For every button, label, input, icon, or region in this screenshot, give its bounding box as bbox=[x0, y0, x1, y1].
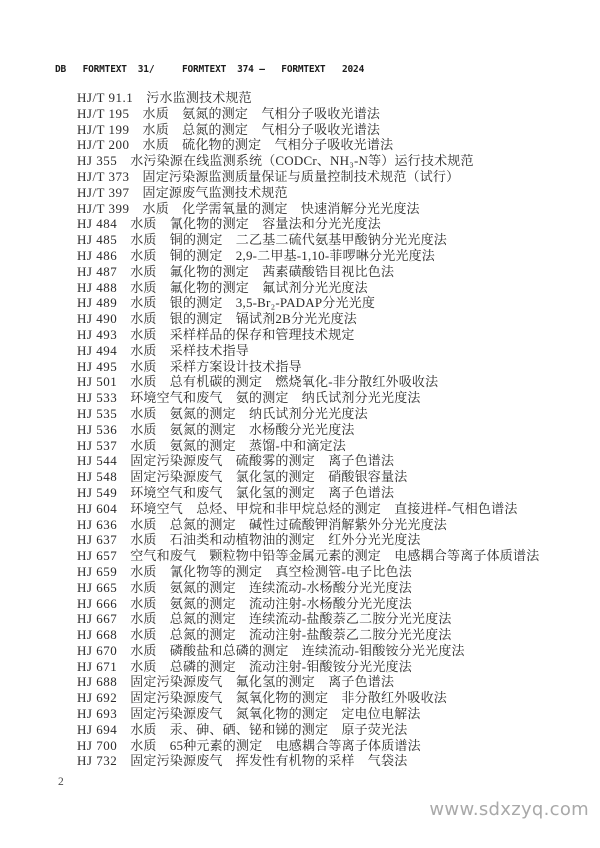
standard-code: HJ/T 200 bbox=[77, 137, 130, 153]
standard-title: 水质 采样方案设计技术指导 bbox=[130, 358, 302, 374]
standard-code: HJ 637 bbox=[77, 532, 118, 548]
list-item bbox=[77, 359, 587, 375]
standard-title: 水质 总氮的测定 碱性过硫酸钾消解紫外分光光度法 bbox=[130, 516, 448, 532]
standard-title: 环境空气和废气 氯化氢的测定 离子色谱法 bbox=[130, 484, 395, 500]
standard-title: 水质 氨氮的测定 水杨酸分光光度法 bbox=[130, 421, 355, 437]
standard-title: 固定污染源废气 硫酸雾的测定 离子色谱法 bbox=[130, 453, 395, 469]
standard-title: 水质 银的测定 镉试剂2B分光光度法 bbox=[130, 311, 357, 327]
standard-title: 水质 汞、砷、硒、铋和锑的测定 原子荧光法 bbox=[130, 721, 408, 737]
standard-title: 水质 65种元素的测定 电感耦合等离子体质谱法 bbox=[130, 737, 421, 753]
standard-code: HJ 700 bbox=[77, 737, 118, 753]
standard-title: 水质 氨氮的测定 蒸馏-中和滴定法 bbox=[130, 437, 346, 453]
standard-title: 水质 氨氮的测定 流动注射-水杨酸分光光度法 bbox=[130, 595, 412, 611]
standard-title: 水质 化学需氧量的测定 快速消解分光光度法 bbox=[142, 200, 420, 216]
standard-title: 水质 总氮的测定 气相分子吸收光谱法 bbox=[142, 121, 381, 137]
standard-title: 固定污染源废气 氟化氢的测定 离子色谱法 bbox=[130, 674, 395, 690]
page-number: 2 bbox=[58, 776, 64, 788]
standard-code: HJ/T 397 bbox=[77, 184, 130, 200]
list-item bbox=[77, 90, 587, 106]
standard-title: 水质 铜的测定 2,9-二甲基-1,10-菲啰啉分光光度法 bbox=[130, 247, 435, 263]
standard-code: HJ 495 bbox=[77, 358, 118, 374]
standard-code: HJ/T 399 bbox=[77, 200, 130, 216]
list-item bbox=[77, 153, 587, 169]
standard-code: HJ 355 bbox=[77, 153, 118, 169]
standard-title: 固定污染源废气 氮氧化物的测定 非分散红外吸收法 bbox=[130, 690, 448, 706]
list-item bbox=[77, 501, 587, 517]
standard-title: 水质 硫化物的测定 气相分子吸收光谱法 bbox=[142, 137, 394, 153]
standard-code: HJ 688 bbox=[77, 674, 118, 690]
document-header: DB FORMTEXT 31/ FORMTEXT 374 — FORMTEXT 2024 bbox=[55, 64, 365, 75]
standard-code: HJ 657 bbox=[77, 548, 118, 564]
standard-title: 水质 氨氮的测定 气相分子吸收光谱法 bbox=[142, 105, 381, 121]
standards-list bbox=[77, 90, 587, 769]
standard-title: 水质 氟化物的测定 氟试剂分光光度法 bbox=[130, 279, 368, 295]
list-item bbox=[77, 122, 587, 138]
standard-code: HJ 493 bbox=[77, 326, 118, 342]
list-item bbox=[77, 738, 587, 754]
standard-code: HJ 732 bbox=[77, 753, 118, 769]
standard-title: 水质 总有机碳的测定 燃烧氧化-非分散红外吸收法 bbox=[130, 374, 439, 390]
standard-title: 水质 氰化物的测定 容量法和分光光度法 bbox=[130, 216, 382, 232]
standard-code: HJ 659 bbox=[77, 563, 118, 579]
standard-code: HJ 485 bbox=[77, 232, 118, 248]
standard-title: 固定污染源废气 氮氧化物的测定 定电位电解法 bbox=[130, 706, 421, 722]
standard-title: 固定污染源废气 挥发性有机物的采样 气袋法 bbox=[130, 753, 408, 769]
standard-code: HJ 604 bbox=[77, 500, 118, 516]
list-item bbox=[77, 643, 587, 659]
standard-title: 水质 氰化物等的测定 真空检测管-电子比色法 bbox=[130, 563, 412, 579]
standard-code: HJ 544 bbox=[77, 453, 118, 469]
standard-code: HJ 668 bbox=[77, 627, 118, 643]
list-item bbox=[77, 532, 587, 548]
standard-title: 固定污染源监测质量保证与质量控制技术规范（试行） bbox=[142, 168, 460, 184]
standard-code: HJ 666 bbox=[77, 595, 118, 611]
list-item bbox=[77, 611, 587, 627]
standard-title: 水质 氨氮的测定 连续流动-水杨酸分光光度法 bbox=[130, 579, 412, 595]
standard-code: HJ 692 bbox=[77, 690, 118, 706]
standard-code: HJ/T 373 bbox=[77, 168, 130, 184]
standard-code: HJ 693 bbox=[77, 706, 118, 722]
standard-title: 水质 氨氮的测定 纳氏试剂分光光度法 bbox=[130, 405, 368, 421]
list-item bbox=[77, 753, 587, 769]
list-item bbox=[77, 548, 587, 564]
standard-code: HJ 490 bbox=[77, 311, 118, 327]
list-item bbox=[77, 248, 587, 264]
list-item bbox=[77, 485, 587, 501]
standard-title: 环境空气和废气 氨的测定 纳氏试剂分光光度法 bbox=[130, 390, 421, 406]
list-item bbox=[77, 422, 587, 438]
list-item bbox=[77, 201, 587, 217]
list-item bbox=[77, 580, 587, 596]
standard-code: HJ 549 bbox=[77, 484, 118, 500]
standard-title: 水污染源在线监测系统（CODCr、NH₃-N等）运行技术规范 bbox=[130, 153, 474, 169]
list-item bbox=[77, 659, 587, 675]
list-item bbox=[77, 311, 587, 327]
standard-title: 固定污染源废气 氯化氢的测定 硝酸银容量法 bbox=[130, 469, 408, 485]
standard-code: HJ 667 bbox=[77, 611, 118, 627]
standard-code: HJ/T 195 bbox=[77, 105, 130, 121]
standard-title: 水质 铜的测定 二乙基二硫代氨基甲酸钠分光光度法 bbox=[130, 232, 448, 248]
standard-code: HJ 536 bbox=[77, 421, 118, 437]
list-item bbox=[77, 453, 587, 469]
standard-title: 污水监测技术规范 bbox=[146, 90, 252, 105]
list-item bbox=[77, 280, 587, 296]
standard-title: 水质 采样样品的保存和管理技术规定 bbox=[130, 326, 355, 342]
list-item bbox=[77, 295, 587, 311]
list-item bbox=[77, 469, 587, 485]
list-item bbox=[77, 327, 587, 343]
standard-code: HJ 537 bbox=[77, 437, 118, 453]
standard-title: 水质 总磷的测定 流动注射-钼酸铵分光光度法 bbox=[130, 658, 412, 674]
standard-title: 固定源废气监测技术规范 bbox=[142, 184, 288, 200]
list-item bbox=[77, 264, 587, 280]
standard-code: HJ 670 bbox=[77, 642, 118, 658]
list-item bbox=[77, 137, 587, 153]
standard-code: HJ 494 bbox=[77, 342, 118, 358]
watermark: www.sdxzyq.com bbox=[429, 799, 589, 820]
standard-title: 空气和废气 颗粒物中铅等金属元素的测定 电感耦合等离子体质谱法 bbox=[130, 548, 540, 564]
list-item bbox=[77, 438, 587, 454]
list-item bbox=[77, 722, 587, 738]
list-item bbox=[77, 374, 587, 390]
list-item bbox=[77, 627, 587, 643]
list-item bbox=[77, 343, 587, 359]
list-item bbox=[77, 106, 587, 122]
list-item bbox=[77, 169, 587, 185]
standard-title: 水质 石油类和动植物油的测定 红外分光光度法 bbox=[130, 532, 421, 548]
standard-code: HJ 487 bbox=[77, 263, 118, 279]
standard-code: HJ 665 bbox=[77, 579, 118, 595]
standard-code: HJ 694 bbox=[77, 721, 118, 737]
list-item bbox=[77, 406, 587, 422]
list-item bbox=[77, 390, 587, 406]
standard-title: 水质 总氮的测定 流动注射-盐酸萘乙二胺分光光度法 bbox=[130, 627, 452, 643]
list-item bbox=[77, 596, 587, 612]
standard-code: HJ 533 bbox=[77, 390, 118, 406]
standard-title: 水质 氟化物的测定 茜素磺酸锆目视比色法 bbox=[130, 263, 395, 279]
standard-code: HJ 535 bbox=[77, 405, 118, 421]
list-item bbox=[77, 232, 587, 248]
standard-title: 水质 采样技术指导 bbox=[130, 342, 250, 358]
standard-title: 水质 总氮的测定 连续流动-盐酸萘乙二胺分光光度法 bbox=[130, 611, 452, 627]
standard-title: 水质 银的测定 3,5-Br₂-PADAP分光光度 bbox=[130, 295, 376, 311]
list-item bbox=[77, 517, 587, 533]
list-item bbox=[77, 185, 587, 201]
list-item bbox=[77, 706, 587, 722]
standard-title: 环境空气 总烃、甲烷和非甲烷总烃的测定 直接进样-气相色谱法 bbox=[130, 500, 518, 516]
standard-code: HJ 488 bbox=[77, 279, 118, 295]
standard-code: HJ 671 bbox=[77, 658, 118, 674]
standard-code: HJ/T 199 bbox=[77, 121, 130, 137]
list-item bbox=[77, 564, 587, 580]
standard-code: HJ 484 bbox=[77, 216, 118, 232]
standard-title: 水质 磷酸盐和总磷的测定 连续流动-钼酸铵分光光度法 bbox=[130, 642, 465, 658]
standard-code: HJ 501 bbox=[77, 374, 118, 390]
list-item bbox=[77, 674, 587, 690]
standard-code: HJ/T 91.1 bbox=[77, 90, 134, 105]
list-item bbox=[77, 690, 587, 706]
standard-code: HJ 636 bbox=[77, 516, 118, 532]
standard-code: HJ 548 bbox=[77, 469, 118, 485]
standard-code: HJ 489 bbox=[77, 295, 118, 311]
list-item bbox=[77, 216, 587, 232]
standard-code: HJ 486 bbox=[77, 247, 118, 263]
